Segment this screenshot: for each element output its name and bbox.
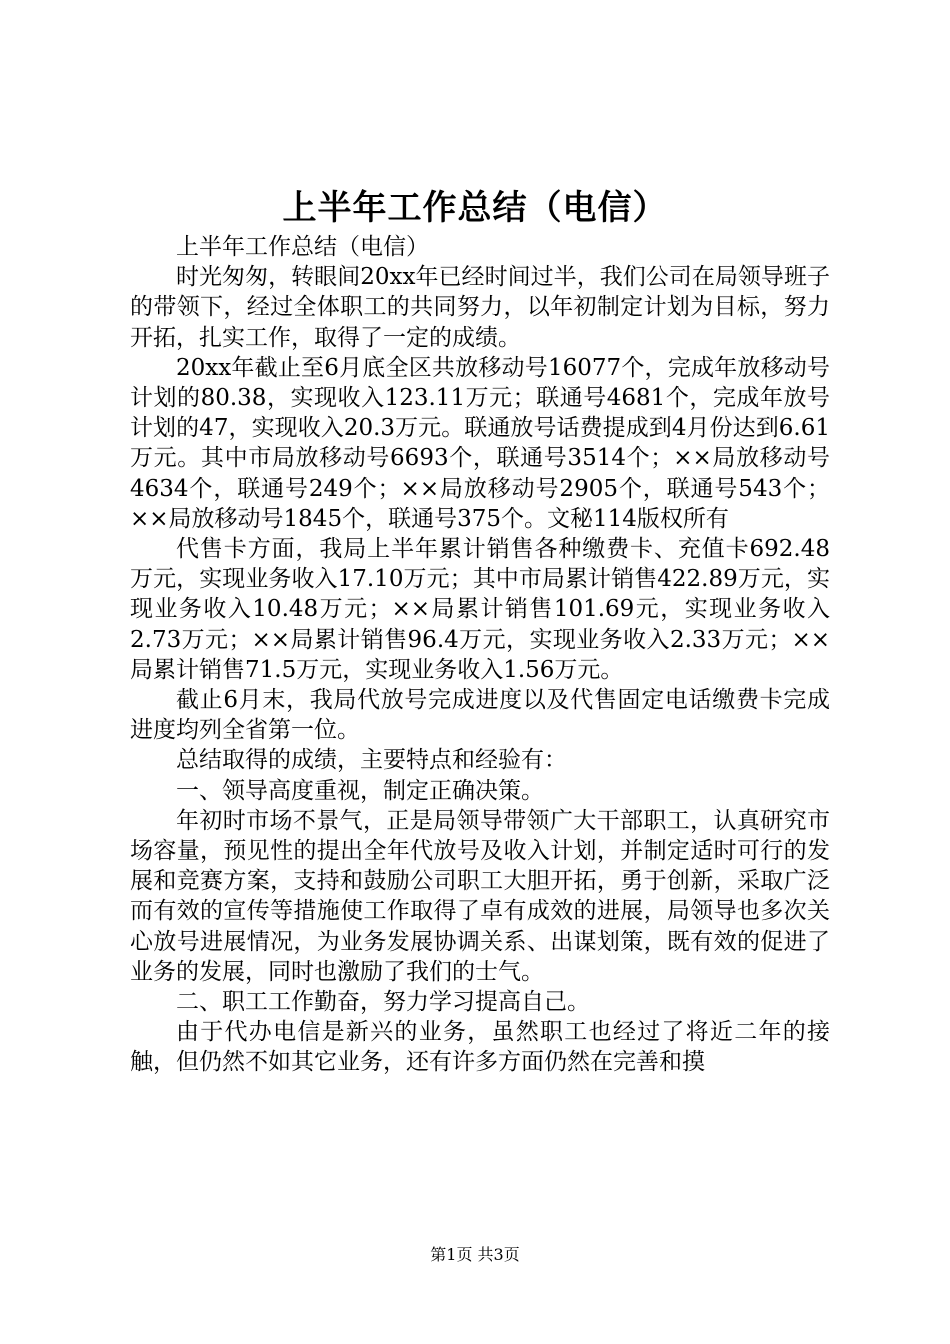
paragraph: 由于代办电信是新兴的业务，虽然职工也经过了将近二年的接触，但仍然不如其它业务，还有许多方面仍然在完善和摸 (130, 1019, 830, 1076)
paragraph: 总结取得的成绩，主要特点和经验有： (176, 747, 567, 774)
paragraph: 20xx年截止至6月底全区共放移动号16077个，完成年放移动号计划的80.38，实现收入123.11万元；联通号4681个，完成年放号计划的47，实现收入20.3万元。联通放号话费提成到4月份达到6.61万元。其中市局放移动号6693个，联通号3514个；××局放移动号4634个，联通号249个；××局放移动号2905个，联通号543个；××局放移动号1845个，联通号375个。文秘114版权所有 (130, 354, 830, 532)
document-title: 上半年工作总结（电信） (282, 188, 668, 228)
paragraph: 上半年工作总结（电信） (176, 234, 429, 260)
paragraph: 一、领导高度重视，制定正确决策。 (176, 777, 544, 804)
paragraph: 年初时市场不景气，正是局领导带领广大干部职工，认真研究市场容量，预见性的提出全年代放号及收入计划，并制定适时可行的发展和竞赛方案，支持和鼓励公司职工大胆开拓，勇于创新，采取广泛而有效的宣传等措施使工作取得了卓有成效的进展，局领导也多次关心放号进展情况，为业务发展协调关系、出谋划策，既有效的促进了业务的发展，同时也激励了我们的士气。 (130, 807, 830, 985)
paragraph: 代售卡方面，我局上半年累计销售各种缴费卡、充值卡692.48万元，实现业务收入17.10万元；其中市局累计销售422.89万元，实现业务收入10.48万元；××局累计销售101.69元，实现业务收入2.73万元；××局累计销售96.4万元，实现业务收入2.33万元；××局累计销售71.5万元，实现业务收入1.56万元。 (130, 536, 830, 683)
page-footer: 第1页 共3页 (430, 1245, 520, 1264)
paragraph: 时光匆匆，转眼间20xx年已经时间过半，我们公司在局领导班子的带领下，经过全体职工的共同努力，以年初制定计划为目标，努力开拓，扎实工作，取得了一定的成绩。 (130, 264, 830, 351)
paragraph: 截止6月末，我局代放号完成进度以及代售固定电话缴费卡完成进度均列全省第一位。 (130, 687, 830, 744)
document-body (130, 232, 830, 1078)
paragraph: 二、职工工作勤奋，努力学习提高自己。 (176, 989, 590, 1016)
